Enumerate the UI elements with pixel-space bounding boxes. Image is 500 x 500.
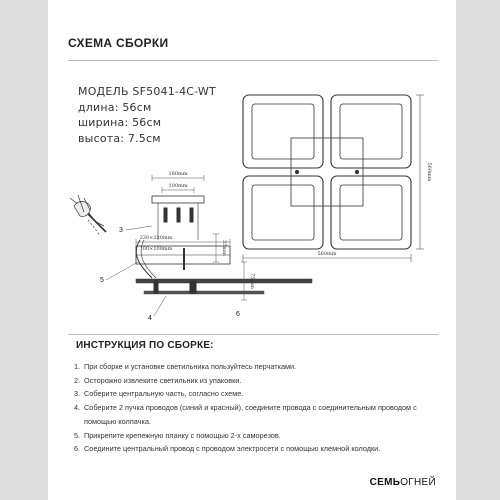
depth-dim: 55mm <box>221 240 227 256</box>
hand-screwdriver-icon <box>70 195 106 236</box>
list-item: 1. При сборке и установке светильника пользуйтесь перчатками. <box>74 362 297 371</box>
height-dim: 75mm <box>249 273 255 289</box>
instructions-list <box>74 360 444 456</box>
bracket-outer-dim: 180mm <box>168 171 188 177</box>
list-item: 4. Соберите 2 пучка проводов (синий и красный), соедините провода с соединительным проводом с помощью колпачка. <box>74 403 417 426</box>
list-item: 5. Прикрепите крепежную планку с помощью 2-х саморезов. <box>74 430 281 440</box>
plate-inner-dim: 100×100mm <box>139 246 173 252</box>
plate-outer-dim: 230×230mm <box>139 235 173 241</box>
instructions-title: ИНСТРУКЦИЯ ПО СБОРКЕ: <box>76 340 214 351</box>
instructions-divider <box>68 334 438 335</box>
brand-light: ОГНЕЙ <box>400 477 436 488</box>
top-width-label: 560mm <box>317 251 337 257</box>
list-item: 2. Осторожно извлеките светильник из упаковки. <box>74 375 242 385</box>
top-view-dimensions <box>243 95 424 262</box>
instruction-sheet <box>48 0 456 500</box>
spec-length: длина: 56см <box>78 100 152 114</box>
callout-5: 5 <box>100 277 104 284</box>
top-view-diagram <box>243 95 411 249</box>
bracket-inner-dim: 100mm <box>168 183 188 189</box>
brand-bold: СЕМЬ <box>369 477 401 488</box>
callout-3: 3 <box>119 227 123 234</box>
list-item: 3. Соберите центральную часть, согласно схеме. <box>74 389 244 399</box>
spec-height: высота: 7.5см <box>78 131 161 145</box>
brand-logo <box>370 477 436 488</box>
callout-6: 6 <box>236 311 240 318</box>
page-title: СХЕМА СБОРКИ <box>68 36 169 50</box>
assembly-drawing <box>48 0 456 330</box>
spec-width: ширина: 56см <box>78 116 162 129</box>
callout-4: 4 <box>148 315 152 322</box>
top-height-label: 560mm <box>426 162 432 182</box>
spec-model: МОДЕЛЬ SF5041-4C-WT <box>78 85 216 98</box>
list-item: 6. Соедините центральный провод с проводом электросети с помощью клемной колодки. <box>74 444 381 454</box>
